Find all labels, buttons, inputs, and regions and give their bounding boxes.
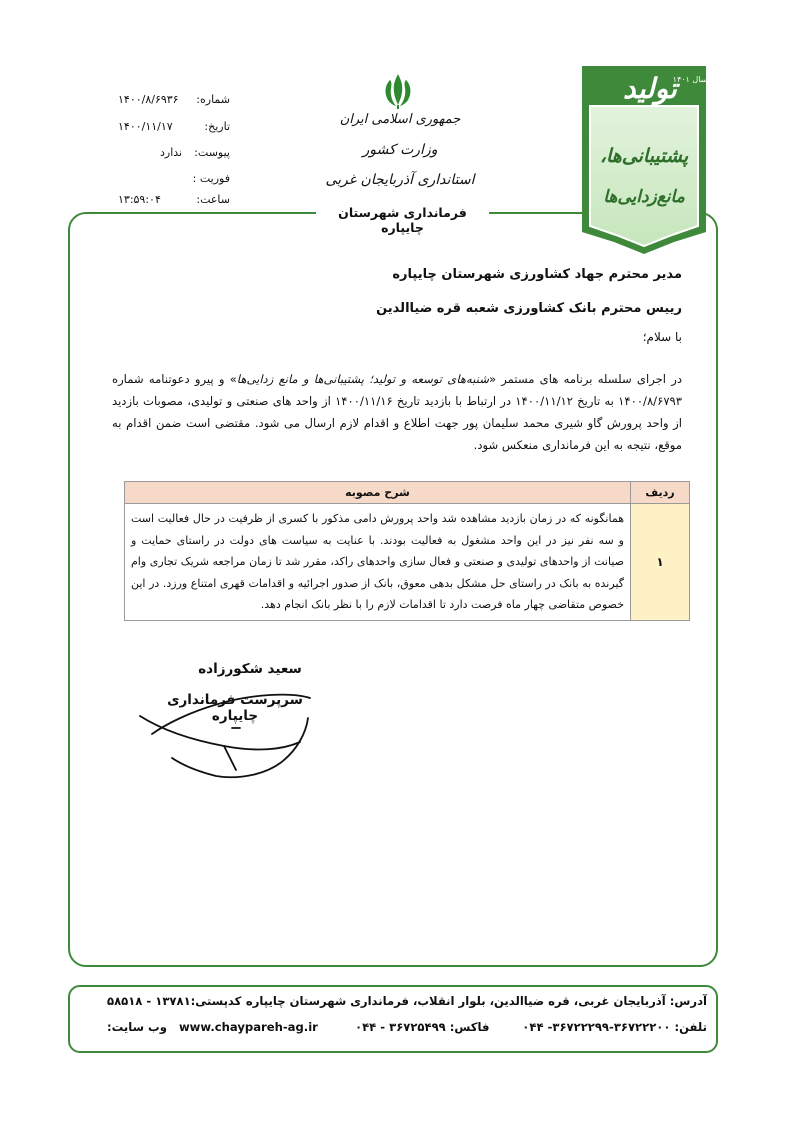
header-province: استانداری آذربایجان غربی: [325, 172, 475, 188]
meta-urgency: [100, 172, 230, 192]
meta-date: [100, 120, 230, 140]
col-description: شرح مصوبه: [125, 482, 631, 504]
col-row-number: ردیف: [631, 482, 690, 504]
meta-number: [100, 93, 230, 113]
footer-address: آدرس: آذربایجان غربی، قره ضیاالدین، بلوار انقلاب، فرمانداری شهرستان چایپاره: [245, 994, 707, 1008]
signer-title: سرپرست فرمانداری چایپاره: [167, 692, 303, 724]
footer-postal-code: کدپستی:۱۳۷۸۱ - ۵۸۵۱۸: [107, 994, 242, 1008]
para-part1: در اجرای سلسله برنامه های مستمر «: [488, 372, 682, 386]
para-part2: » و پیرو دعوتنامه شماره ۱۴۰۰/۸/۶۷۹۳ به تاریخ ۱۴۰۰/۱۱/۱۲ در ارتباط با بازدید تاریخ ۱۴۰۰/۱۱/۱۶ از واحد های صنعتی و تولیدی، مصوبات بازدید از واحد پرورش گاو شیری محمد سلیمان پور جهت اطلاع و اقدام لازم ارسال می شود. مقتضی است ضمن اقدام به موقع، نتیجه به این فرمانداری منعکس شود.: [112, 372, 682, 452]
badge-line1: پشتیبانی‌ها،: [599, 145, 689, 167]
badge-subtitle: سال ۱۴۰۱: [672, 75, 708, 84]
meta-date-value: ۱۴۰۰/۱۱/۱۷: [118, 120, 173, 133]
meta-number-label: شماره:: [196, 93, 230, 106]
meta-number-value: ۱۴۰۰/۸/۶۹۳۶: [118, 93, 179, 106]
badge-line2: مانع‌زدایی‌ها: [603, 187, 685, 207]
meta-attachment: [100, 146, 230, 166]
table-header-row: [125, 482, 690, 504]
footer-phone: تلفن: ۳۶۷۲۲۲۰۰-۳۶۷۲۲۲۹۹- ۰۴۴: [522, 1020, 707, 1034]
meta-time-label: ساعت:: [196, 193, 230, 206]
table-row: [125, 504, 690, 621]
header-ministry: وزارت کشور: [362, 142, 438, 158]
website-link[interactable]: www.chaypareh-ag.ir: [178, 1020, 318, 1034]
meta-attachment-label: پیوست:: [194, 146, 230, 159]
footer-fax: فاکس: ۳۶۷۲۵۴۹۹ - ۰۴۴: [355, 1020, 490, 1034]
meta-date-label: تاریخ:: [204, 120, 230, 133]
meta-time: [100, 193, 230, 213]
badge-title: تولید: [623, 72, 677, 105]
recipient-1: مدیر محترم جهاد کشاورزی شهرستان چایپاره: [392, 267, 682, 282]
meta-urgency-label: فوریت :: [192, 172, 230, 185]
header-country: جمهوری اسلامی ایران: [339, 112, 461, 127]
row-number: ۱: [631, 504, 690, 621]
iran-emblem-icon: [381, 72, 415, 110]
website-label: وب سایت:: [107, 1020, 167, 1034]
greeting: با سلام؛: [642, 330, 682, 344]
meta-time-value: ۱۳:۵۹:۰۴: [118, 193, 161, 206]
para-quote: شنبه‌های توسعه و تولید؛ پشتیبانی‌ها و مانع زدایی‌ها: [236, 372, 489, 386]
footer-website: [107, 1020, 318, 1034]
resolutions-table: [124, 481, 690, 621]
header-office-title: فرمانداری شهرستان چایپاره: [316, 205, 489, 235]
letter-paragraph: [112, 368, 682, 456]
signer-name: سعید شکورزاده: [198, 661, 302, 677]
recipient-2: رییس محترم بانک کشاورزی شعبه قره ضیاالدین: [376, 301, 682, 316]
meta-attachment-value: ندارد: [160, 146, 183, 159]
row-description: همانگونه که در زمان بازدید مشاهده شد واحد پرورش دامی مذکور با کسری از ظرفیت در حال فعالیت است و سه نفر نیز در این واحد مشغول به فعالیت بودند. با عنایت به سیاست های دولت در راستای حمایت و صیانت از واحدهای تولیدی و صنعتی و فعال سازی واحدهای راکد، مقرر شد تا زمان مراجعه شریک تجاری وام گیرنده به بانک در راستای حل مشکل بدهی معوق، بانک از صدور اجرائیه و اقدامات قهری امتناع ورزد. در این خصوص متقاضی چهار ماه فرصت دارد تا اقدامات لازم را با نظر بانک انجام دهد.: [125, 504, 631, 621]
production-year-badge: [578, 62, 710, 256]
